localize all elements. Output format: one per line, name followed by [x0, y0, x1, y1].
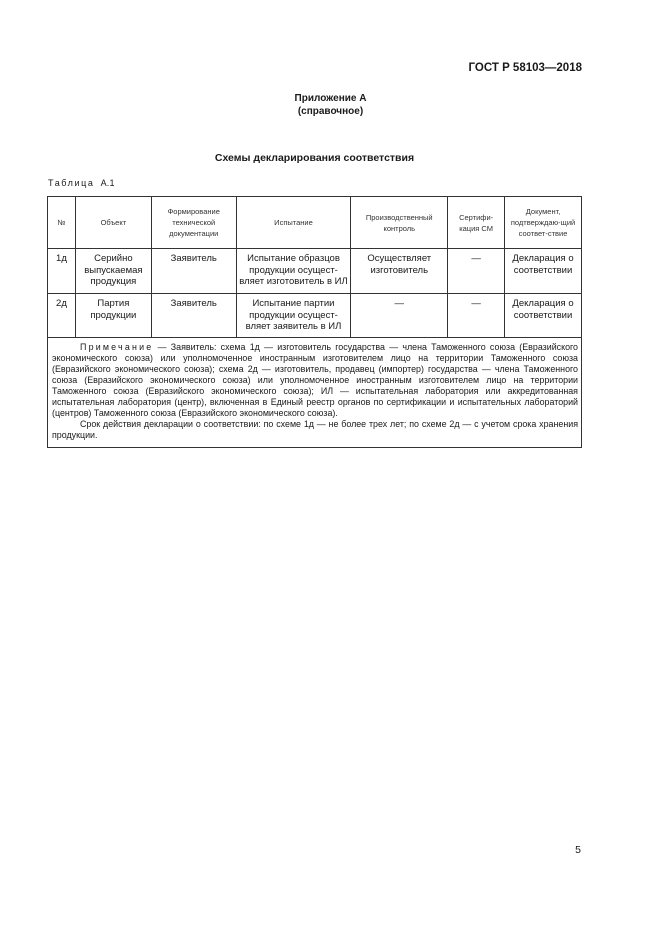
table-note: [48, 338, 582, 448]
appendix-subtitle: (справочное): [297, 106, 364, 117]
table-cell: Заявитель: [151, 294, 236, 338]
table-caption-word: Таблица: [48, 178, 95, 188]
table-cell: Осуществляет изготовитель: [351, 249, 448, 294]
table-cell: Испытание партии продукции осущест-вляет заявитель в ИЛ: [236, 294, 351, 338]
note-paragraph: [52, 342, 578, 419]
declaration-schemes-table: [47, 196, 582, 448]
table-cell: Заявитель: [151, 249, 236, 294]
document-code: ГОСТ Р 58103—2018: [468, 62, 582, 74]
section-title: Схемы декларирования соответствия: [214, 152, 415, 164]
table-header-row: [48, 197, 582, 249]
appendix-title: Приложение А: [294, 93, 367, 104]
table-cell: Серийно выпускаемая продукция: [75, 249, 151, 294]
table-cell: Декларация о соответствии: [505, 294, 582, 338]
table-cell: —: [351, 294, 448, 338]
table-row: [48, 294, 582, 338]
table-cell: Партия продукции: [75, 294, 151, 338]
table-cell: 1д: [48, 249, 76, 294]
header-cell-object: Объект: [75, 197, 151, 249]
table-caption-number: А.1: [100, 178, 115, 188]
note-paragraph-validity: Срок действия декларации о соответствии: по схеме 1д — не более трех лет; по схеме 2д — с учетом срока хранения продукции.: [52, 419, 578, 440]
header-cell-qms-certification: Сертифи-кация СМ: [448, 197, 505, 249]
note-text: — Заявитель: схема 1д — изготовитель государства — члена Таможенного союза (Евразийского экономического союза) или уполномоченное иностранным изготовителем лицо на территории Таможенного союза (Евразийского экономического союза); схема 2д — изготовитель, продавец (импортер) государства — члена Таможенного союза (Евразийского экономического союза) или уполномоченное иностранным изготовителем лицо на территории Таможенного союза (Евразийского экономического союза); ИЛ — испытательная лаборатория или аккредитованная испытательная лаборатория (центр), включенная в Единый реестр органов по сертификации и испытательных лабораторий (центров) Таможенного союза (Евразийского экономического союза).: [52, 342, 578, 418]
table-cell: Испытание образцов продукции осущест-вляет изготовитель в ИЛ: [236, 249, 351, 294]
table-note-row: [48, 338, 582, 448]
page-number: 5: [575, 844, 581, 856]
table-cell: Декларация о соответствии: [505, 249, 582, 294]
header-cell-number: №: [48, 197, 76, 249]
table-cell: —: [448, 249, 505, 294]
header-cell-production-control: Производственный контроль: [351, 197, 448, 249]
table-cell: —: [448, 294, 505, 338]
table-row: [48, 249, 582, 294]
table-cell: 2д: [48, 294, 76, 338]
note-label: Примечание: [80, 342, 154, 352]
appendix-heading: [0, 92, 661, 118]
header-cell-document: Документ, подтверждаю-щий соответ-ствие: [505, 197, 582, 249]
table-caption: [48, 178, 115, 188]
header-cell-documentation: Формирование технической документации: [151, 197, 236, 249]
header-cell-testing: Испытание: [236, 197, 351, 249]
